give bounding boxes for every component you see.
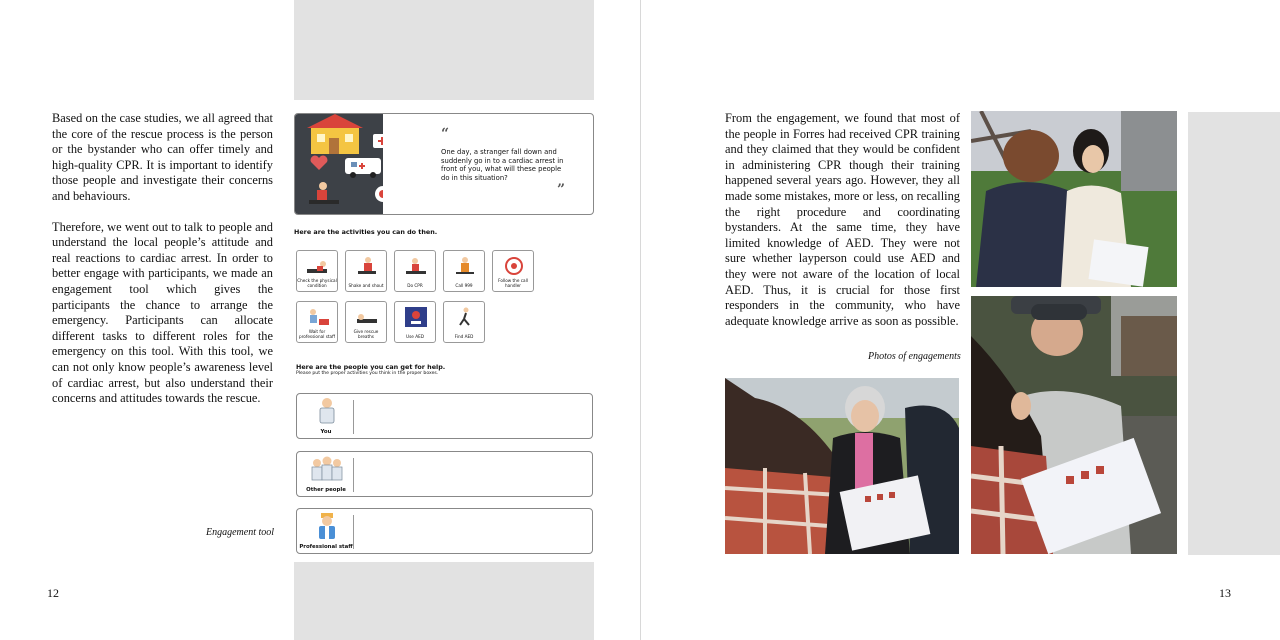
shake-and-shout-icon: [354, 256, 380, 276]
activities-heading: Here are the activities you can do then.: [294, 228, 438, 236]
activity-card[interactable]: Use AED: [394, 301, 436, 343]
engagement-tool-caption: Engagement tool: [206, 527, 275, 538]
divider: [353, 400, 354, 434]
paragraph: Therefore, we went out to talk to people and understand the local people’s attitude and real reactions to cardiac arrest. In order to better engage with participants, we made an engagement tool which gives the participants the chance to arrange the emergency. Participants can allocate different tasks to different roles for the emergency on this tool. With this tool, we can not only know people’s awareness level of cardiac arrest, but also understand their concerns and attitudes towards the rescue.: [52, 219, 273, 406]
activity-card[interactable]: Check the physical condition: [296, 250, 338, 292]
call-999-icon: [452, 256, 478, 276]
role-box-professional-staff[interactable]: Professional staff: [296, 508, 593, 554]
do-cpr-icon: [403, 256, 429, 276]
grey-band: [1188, 112, 1280, 555]
person-icon: [305, 397, 349, 425]
rescue-breaths-icon: [354, 307, 380, 327]
quote-open-icon: “: [441, 126, 450, 142]
photos-caption: Photos of engagements: [868, 351, 961, 362]
activity-card[interactable]: Find AED: [443, 301, 485, 343]
phone-icon: [501, 256, 527, 276]
left-body-text: [52, 111, 273, 422]
activity-card[interactable]: Call 999: [443, 250, 485, 292]
engagement-photo: [725, 378, 959, 554]
page-number-left: 12: [47, 586, 59, 600]
activity-card[interactable]: Wait for professional staff: [296, 301, 338, 343]
aed-icon: [403, 307, 429, 327]
people-subheading: Please put the proper activities you think in the proper boxes.: [296, 371, 439, 376]
activity-card[interactable]: Give rescue breaths: [345, 301, 387, 343]
activity-card[interactable]: Follow the call handler: [492, 250, 534, 292]
check-condition-icon: [305, 256, 331, 276]
group-icon: [305, 455, 349, 483]
quote-close-icon: ”: [556, 182, 565, 198]
right-body-text: From the engagement, we found that most of the people in Forres had received CPR training and they claimed that they would be confident in administering CPR though their training happened several years ago. However, they all made some mistakes, more or less, on recalling the right procedure and coordinating bystanders. At the same time, they have limited knowledge of AED. They were not sure whether layperson could use AED and they were not aware of the location of local AED. Thus, it is crucial for those first responders in the community, who have adequate knowledge arrive as soon as possible.: [725, 111, 960, 328]
divider: [353, 458, 354, 492]
page-number-right: 13: [1219, 586, 1231, 600]
scenario-illustration: [295, 114, 383, 214]
engagement-photo: [971, 111, 1177, 287]
professional-staff-icon: [305, 307, 331, 327]
doctor-icon: [305, 512, 349, 540]
find-aed-icon: [452, 307, 478, 327]
scenario-quote: One day, a stranger fall down and suddenly go in to a cardiac arrest in front of you, what will these people do in this situation?: [441, 148, 564, 182]
engagement-photo: [971, 296, 1177, 554]
activity-card[interactable]: Shake and shout: [345, 250, 387, 292]
role-box-other-people[interactable]: Other people: [296, 451, 593, 497]
paragraph: Based on the case studies, we all agreed that the core of the rescue process is the person or the bystander who can offer timely and high-quality CPR. It is important to identify those people and investigate their concerns and behaviours.: [52, 111, 273, 203]
people-heading: Here are the people you can get for help.: [296, 363, 446, 371]
divider: [353, 515, 354, 549]
engagement-tool: [294, 100, 594, 562]
role-box-you[interactable]: You: [296, 393, 593, 439]
activity-card[interactable]: Do CPR: [394, 250, 436, 292]
scenario-card: [294, 113, 594, 215]
